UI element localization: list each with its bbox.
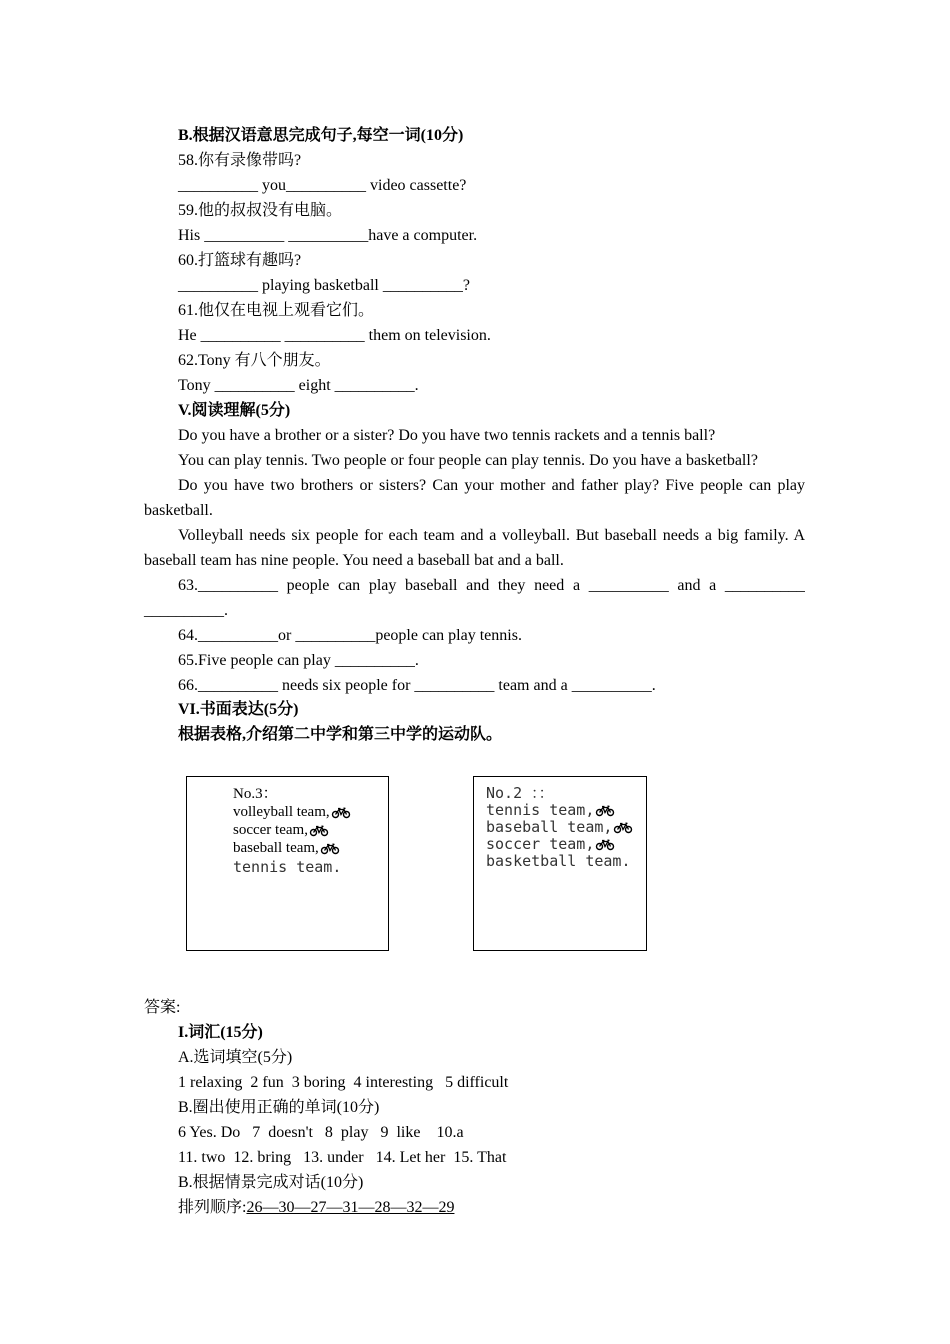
bicycle-icon <box>320 843 340 855</box>
q65: 65.Five people can play __________. <box>178 652 419 669</box>
order-label: 排列顺序: <box>178 1199 247 1216</box>
q63-line-1 <box>178 576 805 596</box>
team-label: soccer team, <box>486 835 595 853</box>
reading-para-4b: baseball team has nine people. You need a baseball bat and a ball. <box>144 552 564 569</box>
answers-b-line-1: 6 Yes. Do 7 doesn't 8 play 9 like 10.a <box>178 1124 464 1141</box>
q63-word: can <box>337 577 361 594</box>
team-label: volleyball team, <box>233 804 330 820</box>
q62-zh: 62.Tony 有八个朋友。 <box>178 352 331 369</box>
reading-para-3b: basketball. <box>144 502 213 519</box>
answers-a-line: 1 relaxing 2 fun 3 boring 4 interesting 5 difficult <box>178 1074 509 1091</box>
team-label: baseball team, <box>486 818 613 836</box>
section-vi-title: VI.书面表达(5分) <box>178 701 299 718</box>
answers-b-line-2: 11. two 12. bring 13. under 14. Let her 15. That <box>178 1149 507 1166</box>
answers-c-title: B.根据情景完成对话(10分) <box>178 1174 364 1191</box>
q64: 64.__________or __________people can play tennis. <box>178 627 522 644</box>
q63-word: and <box>466 577 490 594</box>
team-label: tennis team. <box>233 858 342 876</box>
answers-part1-title: I.词汇(15分) <box>178 1024 263 1041</box>
q63-word: need <box>534 577 565 594</box>
q58-zh: 58.你有录像带吗? <box>178 152 302 169</box>
bicycle-icon <box>613 822 633 834</box>
bicycle-icon <box>595 805 615 817</box>
q63-word: a <box>709 577 717 594</box>
school-no2-box <box>473 776 647 951</box>
q63-word: __________ <box>588 577 669 594</box>
reading-para-3a: Do you have two brothers or sisters? Can your mother and father play? Five people can play <box>178 477 805 494</box>
team-line <box>486 801 615 819</box>
q63-word: baseball <box>405 577 458 594</box>
bicycle-icon <box>595 839 615 851</box>
q63-word: __________ <box>724 577 805 594</box>
q59-zh: 59.他的叔叔没有电脑。 <box>178 202 343 219</box>
q63-word: they <box>497 577 526 594</box>
q60-zh: 60.打篮球有趣吗? <box>178 252 302 269</box>
answers-order-line <box>178 1198 454 1218</box>
box-heading: No.2 ：： <box>486 784 554 802</box>
team-line <box>486 835 615 853</box>
q63-line-2: __________. <box>144 602 228 619</box>
q62-en: Tony __________ eight __________. <box>178 377 419 394</box>
q60-en: __________ playing basketball __________? <box>178 277 470 294</box>
bicycle-icon <box>309 825 329 837</box>
team-label: tennis team, <box>486 801 595 819</box>
q59-en: His __________ __________have a computer. <box>178 227 478 244</box>
reading-para-4a: Volleyball needs six people for each team and a volleyball. But baseball needs a big family. A <box>178 527 805 544</box>
q63-word: play <box>368 577 397 594</box>
team-label: basketball team. <box>486 852 631 870</box>
bicycle-icon <box>331 807 351 819</box>
q63-word: a <box>572 577 581 594</box>
section-vi-instruction: 根据表格,介绍第二中学和第三中学的运动队。 <box>178 726 503 743</box>
q63-word: and <box>677 577 701 594</box>
reading-para-1: Do you have a brother or a sister? Do you have two tennis rackets and a tennis ball? <box>178 427 716 444</box>
answers-b-title: B.圈出使用正确的单词(10分) <box>178 1099 380 1116</box>
reading-para-2: You can play tennis. Two people or four people can play tennis. Do you have a basketball? <box>178 452 758 469</box>
box-heading: No.3： <box>233 786 278 802</box>
team-line <box>486 818 633 836</box>
order-value: 26—30—27—31—28—32—29 <box>246 1199 455 1216</box>
team-label: soccer team, <box>233 822 308 838</box>
q61-zh: 61.他仅在电视上观看它们。 <box>178 302 375 319</box>
school-no3-box <box>186 776 389 951</box>
answers-label: 答案: <box>144 999 181 1016</box>
q66: 66.__________ needs six people for __________ team and a __________. <box>178 677 656 694</box>
q63-word: 63.__________ <box>178 577 278 594</box>
section-b-title: B.根据汉语意思完成句子,每空一词(10分) <box>178 127 464 144</box>
q61-en: He __________ __________ them on television. <box>178 327 491 344</box>
q58-en: __________ you__________ video cassette? <box>178 177 467 194</box>
team-line <box>233 821 329 839</box>
section-v-title: V.阅读理解(5分) <box>178 402 291 419</box>
q63-word: people <box>286 577 330 594</box>
team-line <box>233 839 340 857</box>
team-label: baseball team, <box>233 840 319 856</box>
team-line <box>233 803 351 821</box>
answers-a-title: A.选词填空(5分) <box>178 1049 293 1066</box>
